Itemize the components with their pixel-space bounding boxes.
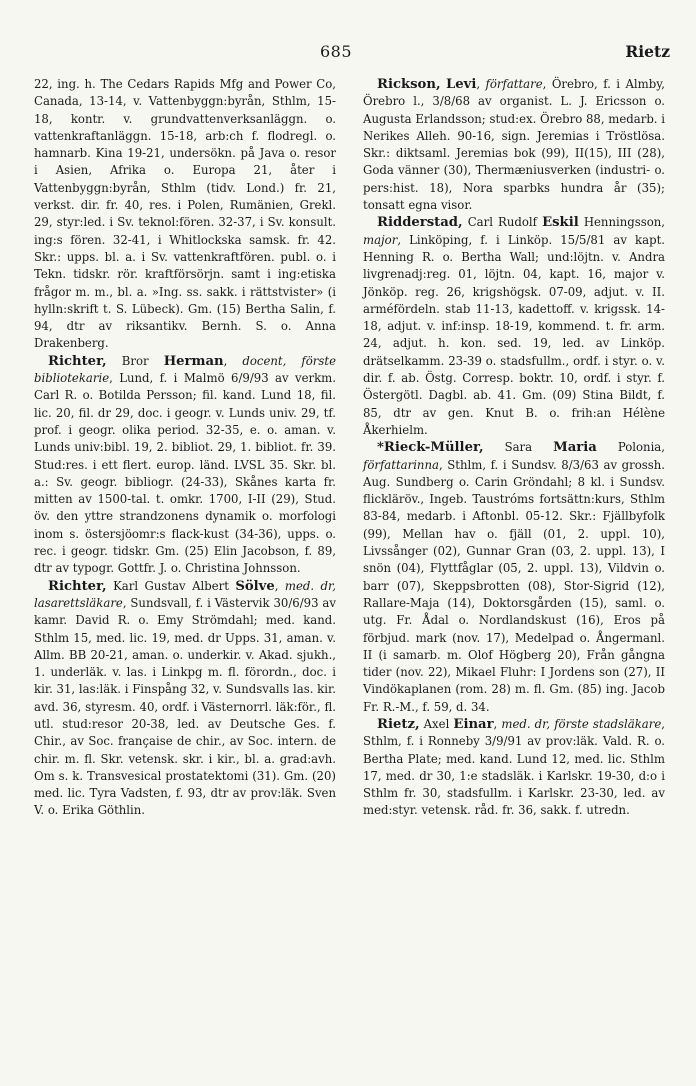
entry-headword: Rickson,: [377, 77, 441, 92]
entry-rieck-muller: [363, 439, 665, 716]
entry-headword: Rietz,: [377, 716, 420, 732]
entry-title: med. dr, lasarettsläkare: [34, 578, 336, 610]
entry-richter-herman: Richter, Bror Herman, docent, förste bibliotekarie, Lund, f. i Malmö 6/9/93 av verkm. Carl R. o. Botilda Persson; fil. kand. Lund 18, fil. lic. 20, fil. dr 29, doc. i geogr. v. Lunds univ. 29, tf. prof. i geogr. olika period. 32-35, e. o. aman. v. Lunds univ:bibl. 19, 2. bibliot. 29, 1. bibliot. fr. 39. Stud:res. i ett flert. europ. länd. LVSL 35. Skr. bl. a.: Sv. geogr. bibliogr. (24-33), Skånes karta fr. mitten av 1500-tal. t. omkr. 1700, I-II (29), Stud. öv. den yttre strandzonens dynamik o. morfologi inom s. östersjöomr:s flack-kust (34-36), upps. o. rec. i geogr. tidskr. Gm. (25) Elin Jacobson, f. 89, dtr av typogr. Gottfr. J. o. Christina Johnsson.: [34, 353, 336, 576]
entry-text: , Sthlm, f. i Ronneby 3/9/91 av prov:läk. Vald. R. o. Bertha Plate; med. kand. Lund 12, med. lic. Sthlm 17, med. dr 30, 1:e stadsläk. i Karlskr. 19-30, d:o i Sthlm fr. 30, stadsfullm. i Karlskr. 23-30, led. av med:styr. vetensk. råd. fr. 36, sakk. f. utredn.: [363, 716, 665, 818]
entry-text: , Sthlm, f. i Sundsv. 8/3/63 av grossh. Aug. Sundberg o. Carin Gröndahl; 8 kl. i Sundsv. flickläröv., Ingeb. Taustróms fortsättn:kurs, Sthlm 83-84, medarb. i Aftonbl. 05-12. Skr.: Fjällbyfolk (99), Mellan hav o. fjäll (01, 2. uppl. 10), Livssånger (02), Gunnar Gran (03, 2. uppl. 13), I snön (04), Flyttfåglar (05, 2. uppl. 13), Vildvin o. barr (07), Skeppsbrotten (08), Stor-Sigrid (12), Rallare-Maja (14), Doktorsgården (15), saml. o. utg. Fr. Ådal o. Nordlandskust (16), Eros på förbjud. mark (nov. 17), Medelpad o. Ångermanl. II (i samarb. m. Olof Högberg 20), Från gångna tider (nov. 22), Mikael Fluhr: I Jordens son (27), II Vindökaplanen (rom. 28) m. fl. Gm. (85) ing. Jacob Fr. R.-M., f. 59, d. 34.: [363, 457, 665, 714]
entry-given-name: Sölve: [235, 578, 275, 594]
entry-name: Carl Rudolf: [462, 215, 543, 230]
entry-title: författare: [485, 77, 543, 91]
entry-headword: Ridderstad,: [377, 215, 463, 231]
entry-headword: Richter,: [48, 353, 107, 369]
entry-given-name: Einar: [453, 716, 494, 732]
right-column: [363, 76, 665, 820]
entry-rickson: Rickson, Levi, författare, Örebro, f. i Almby, Örebro l., 3/8/68 av organist. L. J. Ericsson o. Augusta Erlandsson; stud:ex. Örebro 88, medarb. i Nerikes Alleh. 90-16, sign. Jeremias i Tröstlösa. Skr.: diktsaml. Jeremias bok (99), II(15), III (28), Goda vänner (30), Thermæniusverken (industri- o. pers:hist. 18), Nora sparbks hundra år (35); tonsatt egna visor.: [363, 77, 665, 213]
left-column: [34, 76, 336, 820]
entry-text: , Örebro, f. i Almby, Örebro l., 3/8/68 av organist. L. J. Ericsson o. Augusta Erlandsson; stud:ex. Örebro 88, medarb. i Nerikes Alleh. 90-16, sign. Jeremias i Tröstlösa. Skr.: diktsaml. Jeremias bok (99), II(15), III (28), Goda vänner (30), Thermæniusverken (industri- o. pers:hist. 18), Nora sparbks hundra år (35); tonsatt egna visor.: [363, 77, 665, 213]
running-head: Rietz: [625, 42, 670, 61]
entry-title: med. dr, förste stadsläkare: [501, 716, 662, 731]
entry-title: docent, förste bibliotekarie: [34, 353, 336, 386]
entry-name-cont: Henningsson,: [578, 215, 666, 230]
entry-text: , Sundsvall, f. i Västervik 30/6/93 av kamr. David R. o. Emy Strömdahl; med. kand. Sthlm 15, med. lic. 19, med. dr Upps. 31, aman. v. Allm. BB 20-21, aman. o. underkir. v. Akad. sjukh., 1. underläk. v. las. i Linkpg m. fl. förordn., doc. i kir. 31, las:läk. i Finspång 32, v. Sundsvalls las. kir. avd. 36, styresm. 40, ordf. i Västernorrl. läk:för., fl. utl. stud:resor 20-38, led. av Deutsche Ges. f. Chir., av Soc. française de chir., av Soc. intern. de chir. m. fl. Skr. vetensk. skr. i kir., bl. a. grad:avh. Om s. k. Transvesical prostatektomi (31). Gm. (20) med. lic. Tyra Vadsten, f. 93, dtr av prov:läk. Sven V. o. Erika Göthlin.: [34, 595, 336, 818]
page-number: 685: [320, 42, 353, 61]
entry-name: Sara: [483, 440, 554, 455]
entry-name-cont: Polonia,: [596, 440, 665, 455]
entry-rietz: Rietz, Axel Einar, med. dr, förste stadsläkare, Sthlm, f. i Ronneby 3/9/91 av prov:läk. Vald. R. o. Bertha Plate; med. kand. Lund 12, med. lic. Sthlm 17, med. dr 30, 1:e stadsläk. i Karlskr. 19-30, d:o i Sthlm fr. 30, stadsfullm. i Karlskr. 23-30, led. av med:styr. vetensk. råd. fr. 36, sakk. f. utredn.: [363, 716, 665, 818]
entry-continuation: [34, 76, 336, 353]
entry-name: Karl Gustav Albert: [106, 578, 236, 593]
entry-text: , Linköping, f. i Linköp. 15/5/81 av kapt. Henning R. o. Bertha Wall; und:löjtn. v. Andra livgrenadj:reg. 01, löjtn. 04, kapt. 16, major v. Jönköp. reg. 26, krigshögsk. 07-09, adjut. v. II. arméfördeln. stab 11-13, kadettoff. v. krigssk. 14-18, adjut. v. inf:insp. 18-19, kommend. t. fr. arm. 24, adjut. h. kon. sed. 19, led. av Linköp. drätselkamm. 23-39 o. stadsfullm., ordf. i styr. o. v. dir. f. ab. Östg. Corresp. boktr. 10, ordf. i styr. f. Östergötl. Dagbl. ab. 41. Gm. (09) Stina Bildt, f. 85, dtr av gen. Knut B. o. frih:an Hélène Åkerhielm.: [363, 232, 665, 437]
entry-text: 22, ing. h. The Cedars Rapids Mfg and Power Co, Canada, 13-14, v. Vattenbyggn:byrån, Sthlm, 15-18, kontr. v. grundvattenverksanläggn. o. vattenkraftanläggn. 15-18, arb:ch f. flodregl. o. hamnarb. Kina 19-21, undersökn. på Java o. resor i Asien, Afrika o. Europa 21, åter i Vattenbyggn:byrån, Sthlm (tidv. Lond.) fr. 21, verkst. dir. fr. 40, res. i Polen, Rumänien, Grekl. 29, styr:led. i Sv. teknol:fören. 32-37, i Sv. konsult. ing:s fören. 32-41, i Whitlockska samsk. fr. 42. Skr.: upps. bl. a. i Sv. vattenkraftfören. publ. o. i Tekn. tidskr. rör. kraftförsörjn. samt i ing:etiska frågor m. m., bl. a. »Ing. ss. sakk. i rättstvister» (i hylln:skrift t. S. Lübeck). Gm. (15) Bertha Salin, f. 94, dtr av riksantikv. Bernh. S. o. Anna Drakenberg.: [34, 77, 336, 351]
entry-title: major: [363, 232, 398, 247]
entry-ridderstad: [363, 214, 665, 439]
entry-text: , Lund, f. i Malmö 6/9/93 av verkm. Carl R. o. Botilda Persson; fil. kand. Lund 18, fil. lic. 20, fil. dr 29, doc. i geogr. v. Lunds univ. 29, tf. prof. i geogr. olika period. 32-35, e. o. aman. v. Lunds univ:bibl. 19, 2. bibliot. 29, 1. bibliot. fr. 39. Stud:res. i ett flert. europ. länd. LVSL 35. Skr. bl. a.: Sv. geogr. bibliogr. (24-33), Skånes karta fr. mitten av 1500-tal. t. omkr. 1700, I-II (29), Stud. öv. den yttre strandzonens dynamik o. morfologi inom s. östersjöomr:s flack-kust (34-36), upps. o. rec. i geogr. tidskr. Gm. (25) Elin Jacobson, f. 89, dtr av typogr. Gottfr. J. o. Christina Johnsson.: [34, 371, 336, 576]
entry-name: Axel: [419, 716, 454, 731]
entry-richter-solve: Richter, Karl Gustav Albert Sölve, med. dr, lasarettsläkare, Sundsvall, f. i Västervik 30/6/93 av kamr. David R. o. Emy Strömdahl; med. kand. Sthlm 15, med. lic. 19, med. dr Upps. 31, aman. v. Allm. BB 20-21, aman. o. underkir. v. Akad. sjukh., 1. underläk. v. las. i Linkpg m. fl. förordn., doc. i kir. 31, las:läk. i Finspång 32, v. Sundsvalls las. kir. avd. 36, styresm. 40, ordf. i Västernorrl. läk:för., fl. utl. stud:resor 20-38, led. av Deutsche Ges. f. Chir., av Soc. française de chir., av Soc. intern. de chir. m. fl. Skr. vetensk. skr. i kir., bl. a. grad:avh. Om s. k. Transvesical prostatektomi (31). Gm. (20) med. lic. Tyra Vadsten, f. 93, dtr av prov:läk. Sven V. o. Erika Göthlin.: [34, 578, 336, 818]
entry-given-name: Levi: [446, 77, 477, 92]
entry-headword: *Rieck-Müller,: [377, 440, 484, 456]
entry-headword: Richter,: [48, 578, 107, 594]
entry-given-name: Eskil: [542, 215, 579, 231]
entry-given-name: Maria: [553, 440, 597, 456]
entry-title: författarinna: [363, 457, 439, 472]
entry-given-name: Herman: [163, 353, 224, 369]
entry-name: Bror: [106, 353, 164, 368]
